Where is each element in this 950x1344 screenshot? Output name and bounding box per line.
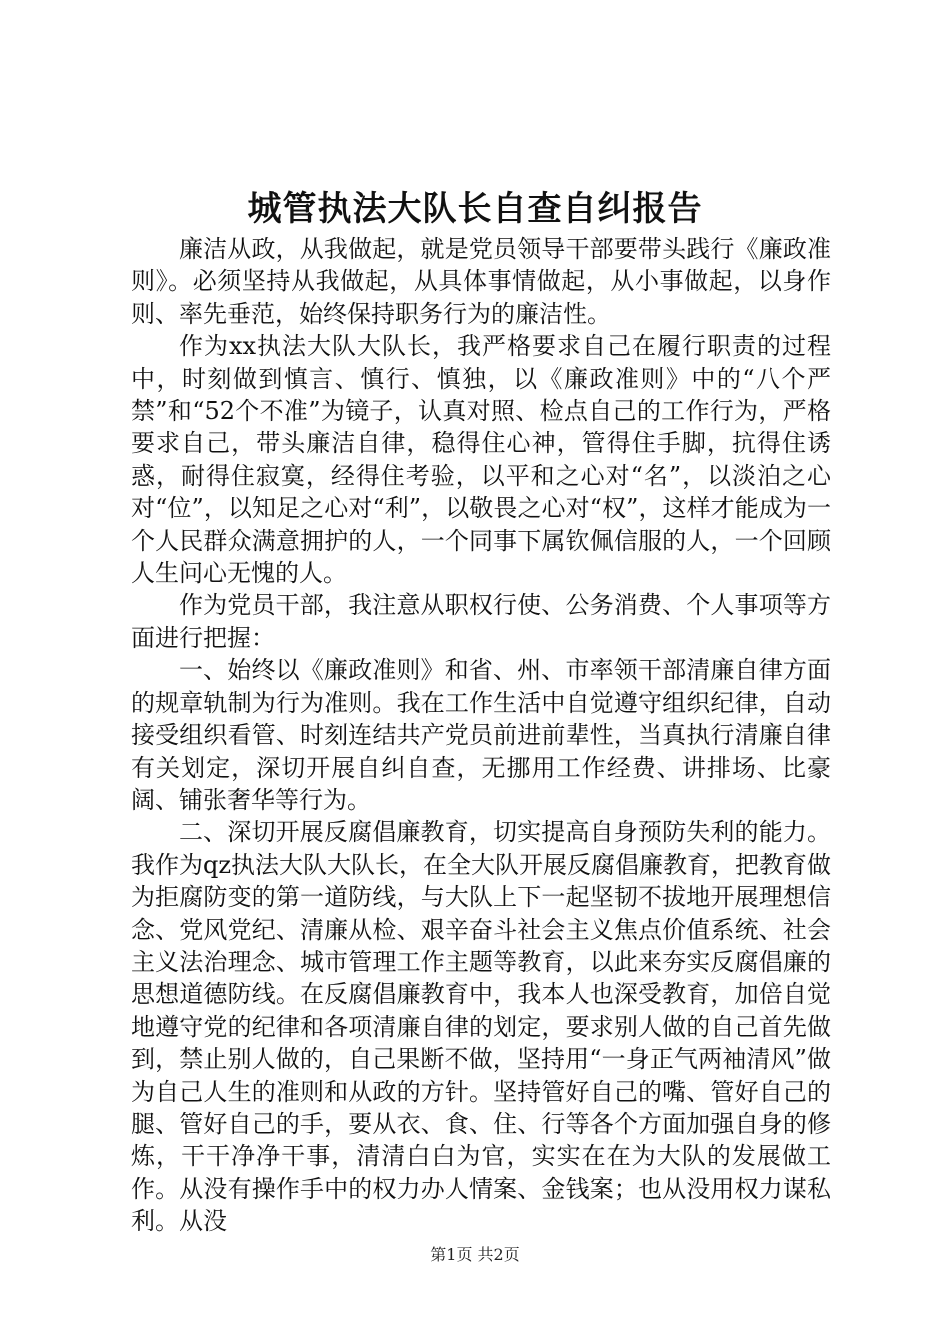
page-number-footer: 第1页 共2页 — [430, 1245, 520, 1264]
paragraph-role: 作为xx执法大队大队长，我严格要求自己在履行职责的过程中，时刻做到慎言、慎行、慎独，以《廉政准则》中的“八个严禁”和“52个不准”为镜子，认真对照、检点自己的工作行为，严格要求自己，带头廉洁自律，稳得住心神，管得住手脚，抗得住诱惑，耐得住寂寞，经得住考验，以平和之心对“名”，以淡泊之心对“位”，以知足之心对“利”，以敬畏之心对“权”，这样才能成为一个人民群众满意拥护的人，一个同事下属钦佩信服的人，一个回顾人生问心无愧的人。 — [131, 332, 831, 588]
document-body — [131, 233, 831, 1238]
paragraph-point-two: 二、深切开展反腐倡廉教育，切实提高自身预防失利的能力。我作为qz执法大队大队长，在全大队开展反腐倡廉教育，把教育做为拒腐防变的第一道防线，与大队上下一起坚韧不拔地开展理想信念、党风党纪、清廉从检、艰辛奋斗社会主义焦点价值系统、社会主义法治理念、城市管理工作主题等教育，以此来夯实反腐倡廉的思想道德防线。在反腐倡廉教育中，我本人也深受教育，加倍自觉地遵守党的纪律和各项清廉自律的划定，要求别人做的自己首先做到，禁止别人做的，自己果断不做，坚持用“一身正气两袖清风”做为自己人生的准则和从政的方针。坚持管好自己的嘴、管好自己的腿、管好自己的手，要从衣、食、住、行等各个方面加强自身的修炼，干干净净干事，清清白白为官，实实在在为大队的发展做工作。从没有操作手中的权力办人情案、金钱案；也从没用权力谋私利。从没 — [131, 818, 832, 1236]
document-title: 城管执法大队长自查自纠报告 — [247, 189, 703, 229]
paragraph-aspects: 作为党员干部，我注意从职权行使、公务消费、个人事项等方面进行把握： — [131, 591, 831, 652]
paragraph-intro: 廉洁从政，从我做起，就是党员领导干部要带头践行《廉政准则》。必须坚持从我做起，从具体事情做起，从小事做起，以身作则、率先垂范，始终保持职务行为的廉洁性。 — [131, 235, 831, 328]
paragraph-point-one: 一、始终以《廉政准则》和省、州、市率领干部清廉自律方面的规章轨制为行为准则。我在工作生活中自觉遵守组织纪律，自动接受组织看管、时刻连结共产党员前进前辈性，当真执行清廉自律有关划定，深切开展自纠自查，无挪用工作经费、讲排场、比豪阔、铺张奢华等行为。 — [131, 656, 831, 814]
